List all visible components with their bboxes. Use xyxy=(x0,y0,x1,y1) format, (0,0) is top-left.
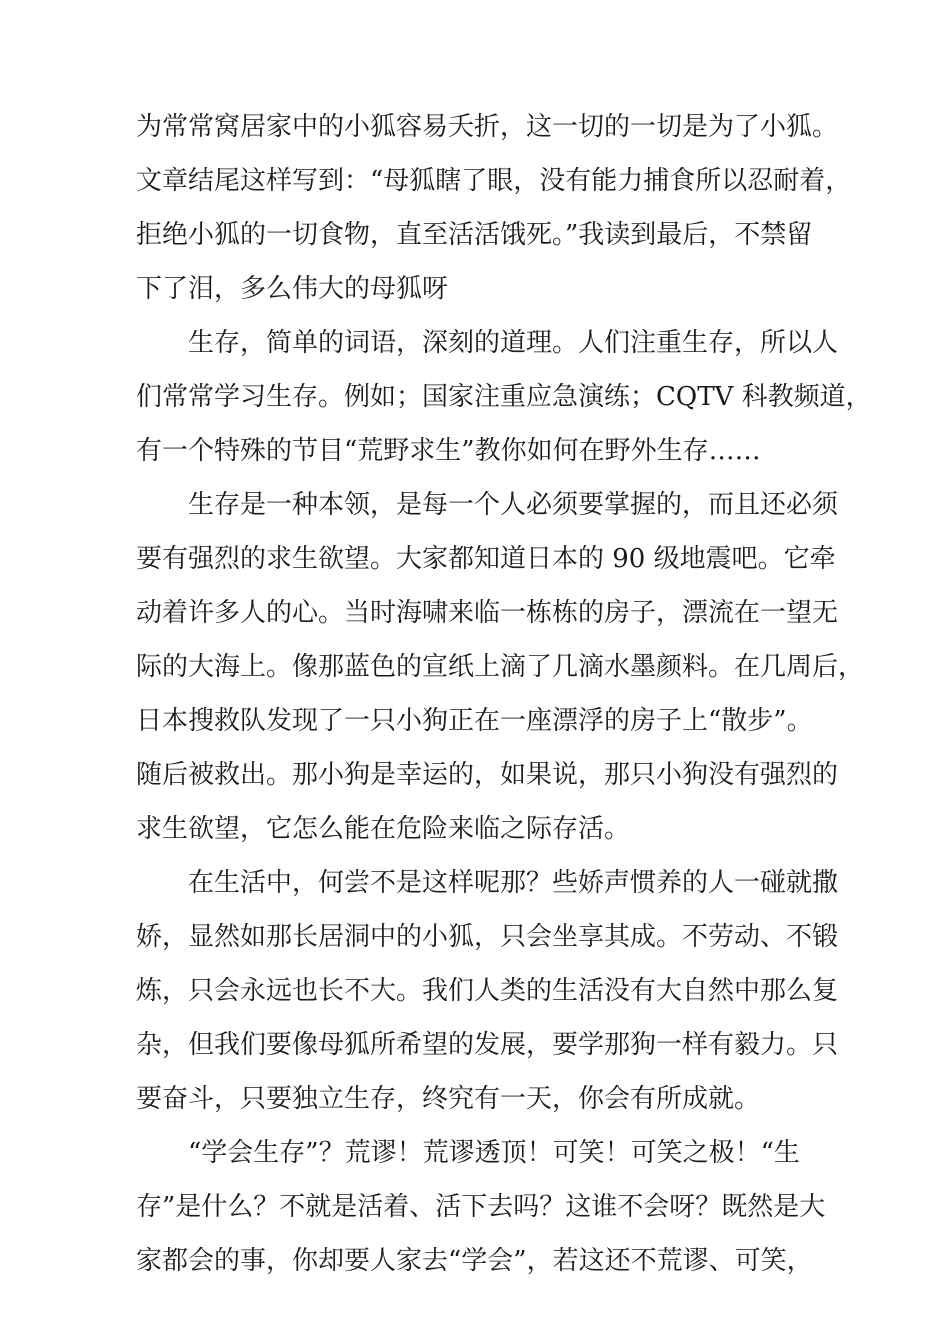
text-line: 娇，显然如那长居洞中的小狐，只会坐享其成。不劳动、不锻 xyxy=(136,922,839,952)
text-line: 家都会的事，你却要人家去“学会”，若这还不荒谬、可笑， xyxy=(136,1246,813,1276)
text-line: 炼，只会永远也长不大。我们人类的生活没有大自然中那么复 xyxy=(136,976,839,1006)
text-line: 求生欲望，它怎么能在危险来临之际存活。 xyxy=(136,814,631,844)
text-line: 要有强烈的求生欲望。大家都知道日本的 90 级地震吧。它牵 xyxy=(136,544,836,574)
text-line: 为常常窝居家中的小狐容易夭折，这一切的一切是为了小狐。 xyxy=(136,112,839,142)
document-body xyxy=(136,100,872,1288)
text-line: 动着许多人的心。当时海啸来临一栋栋的房子，漂流在一望无 xyxy=(136,598,839,628)
text-line: 日本搜救队发现了一只小狗正在一座漂浮的房子上“散步”。 xyxy=(136,706,813,736)
paragraph-1 xyxy=(136,100,852,316)
text-line: “学会生存”？荒谬！荒谬透顶！可笑！可笑之极！“生 xyxy=(188,1138,800,1168)
text-line: 有一个特殊的节目“荒野求生”教你如何在野外生存…… xyxy=(136,436,761,466)
text-line: 生存，简单的词语，深刻的道理。人们注重生存，所以人 xyxy=(188,328,839,358)
text-line: 杂，但我们要像母狐所希望的发展，要学那狗一样有毅力。只 xyxy=(136,1030,839,1060)
text-line: 下了泪，多么伟大的母狐呀 xyxy=(136,274,449,304)
paragraph-2 xyxy=(136,316,872,478)
paragraph-3 xyxy=(136,478,865,856)
text-line: 随后被救出。那小狗是幸运的，如果说，那只小狗没有强烈的 xyxy=(136,760,839,790)
text-line: 们常常学习生存。例如；国家注重应急演练；CQTV 科教频道， xyxy=(136,382,872,412)
text-line: 拒绝小狐的一切食物，直至活活饿死。”我读到最后，不禁留 xyxy=(136,220,813,250)
text-line: 要奋斗，只要独立生存，终究有一天，你会有所成就。 xyxy=(136,1084,761,1114)
paragraph-4 xyxy=(136,856,839,1126)
paragraph-5 xyxy=(136,1126,836,1288)
text-line: 文章结尾这样写到：“母狐瞎了眼，没有能力捕食所以忍耐着， xyxy=(136,166,852,196)
text-line: 际的大海上。像那蓝色的宣纸上滴了几滴水墨颜料。在几周后， xyxy=(136,652,865,682)
text-line: 生存是一种本领，是每一个人必须要掌握的，而且还必须 xyxy=(188,490,839,520)
text-line: 在生活中，何尝不是这样呢那？些娇声惯养的人一碰就撒 xyxy=(188,868,839,898)
text-line: 存”是什么？不就是活着、活下去吗？这谁不会呀？既然是大 xyxy=(136,1192,826,1222)
